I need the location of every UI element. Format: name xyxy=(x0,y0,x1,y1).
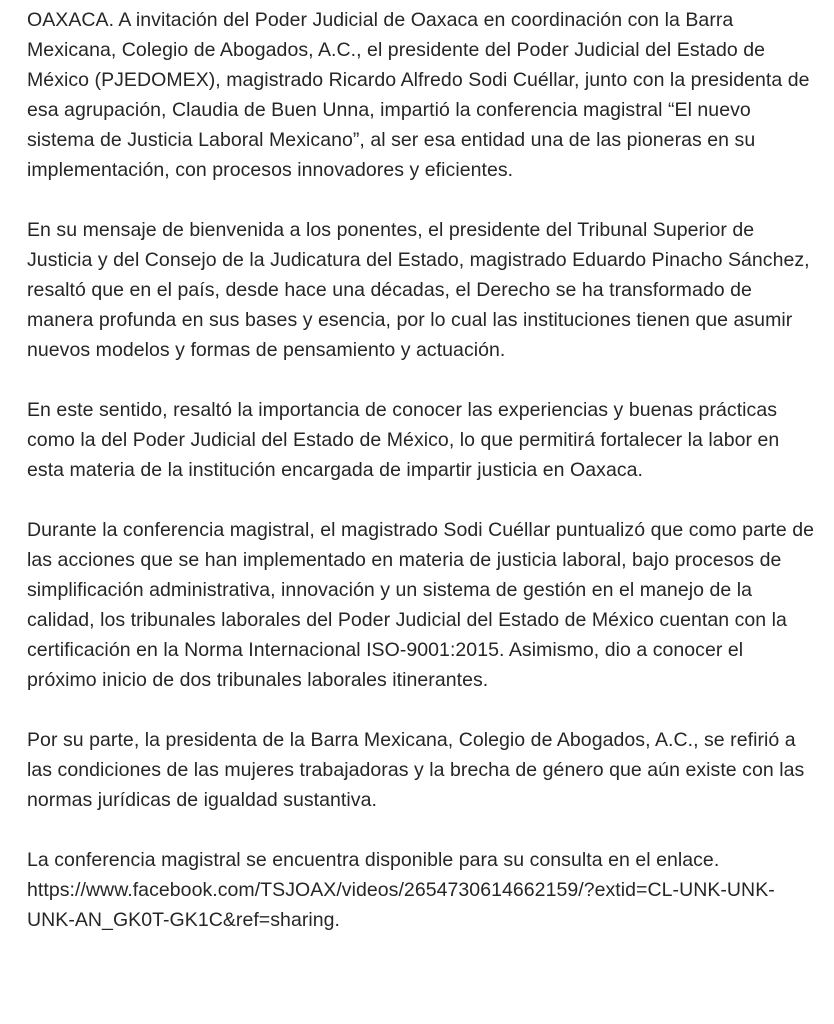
paragraph-welcome-message: En su mensaje de bienvenida a los ponentes, el presidente del Tribunal Superior de Justicia y del Consejo de la Judicatura del Estado, magistrado Eduardo Pinacho Sánchez, resaltó que en el país, desde hace una décadas, el Derecho se ha transformado de manera profunda en sus bases y esencia, por lo cual las instituciones tienen que asumir nuevos modelos y formas de pensamiento y actuación. xyxy=(27,219,810,361)
paragraph-closing xyxy=(27,845,817,935)
facebook-video-link[interactable]: https://www.facebook.com/TSJOAX/videos/2654730614662159/?extid=CL-UNK-UNK-UNK-AN_GK0T-GK1C&ref=sharing. xyxy=(27,879,775,931)
paragraph-intro: OAXACA. A invitación del Poder Judicial de Oaxaca en coordinación con la Barra Mexicana, Colegio de Abogados, A.C., el presidente del Poder Judicial del Estado de México (PJEDOMEX), magistrado Ricardo Alfredo Sodi Cuéllar, junto con la presidenta de esa agrupación, Claudia de Buen Unna, impartió la conferencia magistral “El nuevo sistema de Justicia Laboral Mexicano”, al ser esa entidad una de las pioneras en su implementación, con procesos innovadores y eficientes. xyxy=(27,9,810,181)
closing-text: La conferencia magistral se encuentra disponible para su consulta en el enlace. xyxy=(27,849,720,871)
paragraph-importance: En este sentido, resaltó la importancia de conocer las experiencias y buenas prácticas como la del Poder Judicial del Estado de México, lo que permitirá fortalecer la labor en esta materia de la institución encargada de impartir justicia en Oaxaca. xyxy=(27,399,780,481)
article-body xyxy=(27,5,817,935)
paragraph-bar-president: Por su parte, la presidenta de la Barra Mexicana, Colegio de Abogados, A.C., se refirió a las condiciones de las mujeres trabajadoras y la brecha de género que aún existe con las normas jurídicas de igualdad sustantiva. xyxy=(27,729,805,811)
paragraph-conference-details: Durante la conferencia magistral, el magistrado Sodi Cuéllar puntualizó que como parte de las acciones que se han implementado en materia de justicia laboral, bajo procesos de simplificación administrativa, innovación y un sistema de gestión en el manejo de la calidad, los tribunales laborales del Poder Judicial del Estado de México cuentan con la certificación en la Norma Internacional ISO-9001:2015. Asimismo, dio a conocer el próximo inicio de dos tribunales laborales itinerantes. xyxy=(27,519,815,691)
